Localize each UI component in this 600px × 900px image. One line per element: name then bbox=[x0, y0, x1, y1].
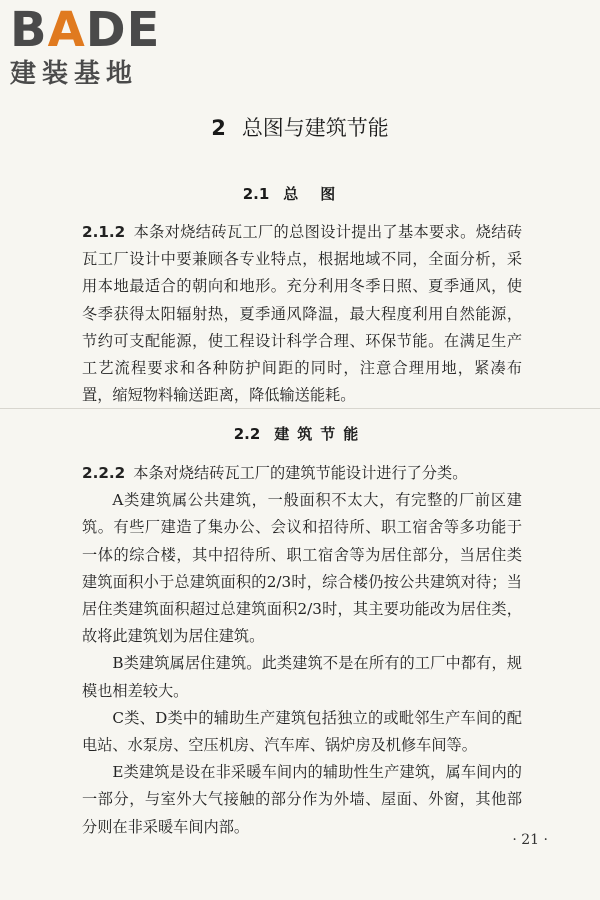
paragraph-text: 本条对烧结砖瓦工厂的总图设计提出了基本要求。烧结砖瓦工厂设计中要兼顾各专业特点，根据地域不同，全面分析，采用本地最适合的朝向和地形。充分利用冬季日照、夏季通风，使冬季获得太阳辐射热，夏季通风降温，最大程度利用自然能源，节约可支配能源，使工程设计科学合理、环保节能。在满足生产工艺流程要求和各种防护间距的同时，注意合理用地，紧凑布置，缩短物料输送距离，降低输送能耗。 bbox=[82, 223, 522, 405]
clause-number: 2.1.2 bbox=[82, 223, 126, 241]
chapter-title bbox=[0, 112, 600, 142]
paragraph-text: 本条对烧结砖瓦工厂的建筑节能设计进行了分类。 bbox=[133, 464, 468, 482]
section-2-2-body bbox=[82, 460, 522, 841]
page-number: · 21 · bbox=[512, 832, 548, 848]
paragraph bbox=[82, 219, 522, 409]
logo-wordmark bbox=[10, 4, 180, 56]
clause-number: 2.2.2 bbox=[82, 464, 126, 482]
paragraph: E类建筑是设在非采暖车间内的辅助性生产建筑，属车间内的一部分，与室外大气接触的部分作为外墙、屋面、外窗，其他部分则在非采暖车间内部。 bbox=[82, 763, 522, 836]
section-2-1-body bbox=[82, 219, 522, 409]
logo-accent-letter: A bbox=[47, 2, 86, 58]
logo-letter: B bbox=[10, 2, 48, 58]
section-title: 建筑节能 bbox=[274, 425, 367, 443]
section-number: 2.1 bbox=[242, 185, 270, 203]
logo-subtitle: 建装基地 bbox=[10, 59, 139, 89]
paragraph: A类建筑属公共建筑，一般面积不太大，有完整的厂前区建筑。有些厂建造了集办公、会议和招待所、职工宿舍等多功能于一体的综合楼，其中招待所、职工宿舍等为居住部分，当居住类建筑面积小于总建筑面积的2/3时，综合楼仍按公共建筑对待；当居住类建筑面积超过总建筑面积2/3时，其主要功能改为居住类，故将此建筑划为居住建筑。 bbox=[82, 491, 522, 646]
section-number: 2.2 bbox=[233, 425, 261, 443]
paragraph: B类建筑属居住建筑。此类建筑不是在所有的工厂中都有，规模也相差较大。 bbox=[82, 654, 522, 700]
section-heading-2-1 bbox=[0, 183, 600, 204]
divider bbox=[0, 408, 600, 409]
chapter-number: 2 bbox=[211, 116, 226, 140]
section-title: 总图 bbox=[283, 185, 358, 203]
logo-letters: DE bbox=[85, 2, 161, 58]
paragraph: C类、D类中的辅助生产建筑包括独立的或毗邻生产车间的配电站、水泵房、空压机房、汽车库、锅炉房及机修车间等。 bbox=[82, 708, 522, 755]
section-heading-2-2 bbox=[0, 423, 600, 444]
bade-logo bbox=[10, 4, 180, 90]
paragraph bbox=[82, 460, 522, 487]
chapter-title-text: 总图与建筑节能 bbox=[241, 116, 389, 140]
